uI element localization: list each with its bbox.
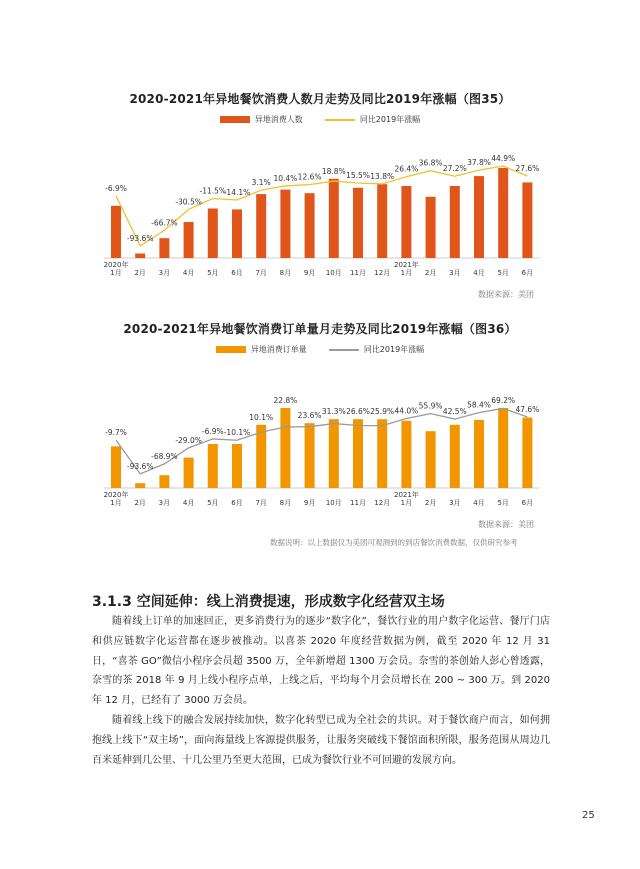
bar-12 (401, 421, 411, 488)
bar-1 (135, 254, 145, 259)
data-label-16: 44.9% (491, 154, 516, 164)
chart2-plot (0, 360, 640, 520)
paragraph-1: 随着线上订单的加速回正，更多消费行为的逐步“数字化”，餐饮行业的用户数字化运营、餐厅门店和供应链数字化运营都在逐步被推动。以喜茶 2020 年度经营数据为例，截至 2020 年 12 月 31 日，“喜茶 GO”微信小程序会员超 3500 万，全年新增超 1300 万会员。奈雪的茶创始人彭心曾透露，奈雪的茶 2018 年 9 月上线小程序点单，上线之后，平均每个月会员增长在 200 ~ 300 万。到 2020 年 12 月，已经有了 3000 万会员。 (92, 616, 550, 707)
year-label-12: 2021年 (393, 261, 419, 269)
year-label-0: 2020年 (103, 261, 129, 269)
bar-3 (184, 222, 194, 258)
year-label-0: 2020年 (103, 491, 129, 499)
x-tick-label-13: 2月 (424, 499, 437, 507)
bar-5 (232, 444, 242, 488)
data-label-4: -6.9% (201, 426, 224, 436)
x-tick-label-8: 9月 (303, 499, 316, 507)
data-label-4: -11.5% (199, 186, 227, 196)
chart2-legend-line (329, 344, 424, 355)
bar-16 (498, 168, 508, 258)
data-label-0: -6.9% (105, 183, 127, 193)
x-tick-label-0: 1月 (110, 499, 122, 507)
bar-2 (159, 475, 169, 488)
paragraph-2: 随着线上线下的融合发展持续加快，数字化转型已成为全社会的共识。对于餐饮商户而言，如何拥抱线上线下“双主场”，面向海量线上客源提供服务，让服务突破线下餐馆面积所限，服务范围从周边几百米延伸到几公里、十几公里乃至更大范围，已成为餐饮行业不可回避的发展方向。 (92, 714, 550, 766)
bar-11 (377, 419, 387, 488)
bar-2 (159, 238, 169, 258)
bar-12 (401, 186, 411, 258)
data-label-13: 55.9% (418, 401, 443, 411)
bar-4 (208, 444, 218, 488)
x-tick-label-6: 7月 (255, 499, 267, 507)
data-label-16: 69.2% (491, 396, 516, 405)
x-tick-label-14: 3月 (449, 269, 461, 277)
x-tick-label-16: 5月 (497, 499, 509, 507)
data-label-0: -9.7% (105, 428, 127, 438)
bar-13 (426, 197, 436, 258)
x-tick-label-7: 8月 (279, 499, 292, 507)
bar-8 (305, 193, 315, 258)
chart2-note: 数据说明：以上数据仅为美团可观测到的到店餐饮消费数据，仅供研究参考 (270, 538, 518, 547)
data-label-11: 25.9% (370, 407, 395, 417)
bar-10 (353, 419, 363, 488)
bar-15 (474, 420, 484, 488)
legend-line-label: 同比2019年涨幅 (363, 345, 425, 354)
x-tick-label-12: 1月 (400, 269, 413, 277)
data-label-6: 3.1% (251, 178, 271, 188)
data-label-8: 23.6% (297, 411, 322, 421)
page-number: 25 (582, 810, 595, 821)
x-tick-label-12: 1月 (400, 499, 413, 507)
data-label-2: -66.7% (151, 218, 178, 228)
data-label-9: 18.8% (321, 166, 346, 176)
x-tick-label-1: 2月 (134, 499, 146, 507)
bar-7 (280, 408, 290, 488)
x-tick-label-1: 2月 (134, 269, 146, 277)
x-tick-label-6: 7月 (255, 269, 267, 277)
x-tick-label-14: 3月 (449, 499, 461, 507)
x-tick-label-15: 4月 (473, 499, 485, 507)
chart1-legend (0, 114, 640, 125)
data-label-7: 10.4% (273, 173, 298, 183)
bar-7 (280, 190, 290, 258)
bar-6 (256, 425, 266, 488)
x-tick-label-9: 10月 (325, 499, 342, 507)
bar-0 (111, 206, 121, 258)
bar-9 (329, 179, 339, 258)
x-tick-label-16: 5月 (497, 269, 509, 277)
x-tick-label-2: 3月 (158, 269, 171, 277)
year-label-12: 2021年 (393, 491, 419, 499)
x-tick-label-5: 6月 (231, 499, 243, 507)
chart1-legend-bar (220, 114, 303, 125)
bar-0 (111, 446, 121, 488)
chart2-title: 2020-2021年异地餐饮消费订单量月走势及同比2019年涨幅（图36） (123, 322, 517, 336)
data-label-14: 42.5% (442, 407, 467, 417)
chart1-legend-line (325, 114, 420, 125)
data-label-13: 36.8% (418, 158, 443, 168)
data-label-8: 12.6% (297, 172, 322, 182)
data-label-11: 13.8% (370, 171, 395, 181)
data-label-2: -68.9% (151, 451, 178, 461)
bar-1 (135, 483, 145, 488)
chart2-legend-bar (216, 344, 307, 355)
legend-bar-swatch (216, 346, 246, 353)
x-tick-label-11: 12月 (374, 499, 391, 507)
data-label-10: 15.5% (346, 170, 370, 180)
bar-13 (426, 431, 436, 488)
chart1-plot (0, 130, 640, 290)
x-tick-label-5: 6月 (231, 269, 243, 277)
x-tick-label-15: 4月 (473, 269, 485, 277)
data-label-17: 27.6% (515, 164, 540, 174)
bar-15 (474, 176, 484, 258)
x-tick-label-4: 5月 (207, 499, 219, 507)
bar-5 (232, 209, 242, 258)
data-label-3: -29.0% (175, 435, 202, 445)
data-label-17: 47.6% (515, 405, 540, 415)
data-label-12: 44.0% (394, 406, 419, 416)
x-tick-label-9: 10月 (325, 269, 342, 277)
x-tick-label-0: 1月 (110, 269, 122, 277)
bar-14 (450, 425, 460, 488)
legend-line-label: 同比2019年涨幅 (359, 115, 421, 124)
section-body (92, 612, 550, 770)
data-label-7: 22.8% (273, 396, 298, 405)
x-tick-label-13: 2月 (424, 269, 437, 277)
bar-17 (522, 182, 532, 258)
data-label-5: -10.1% (223, 428, 251, 438)
chart2-legend (0, 344, 640, 355)
bar-11 (377, 184, 387, 258)
bar-10 (353, 188, 363, 258)
data-label-1: -93.6% (126, 233, 154, 243)
legend-line-swatch (329, 349, 359, 351)
legend-bar-swatch (220, 116, 250, 123)
data-label-10: 26.6% (346, 407, 370, 417)
bar-4 (208, 209, 218, 259)
data-label-5: -14.1% (223, 188, 251, 198)
bar-17 (522, 418, 532, 488)
x-tick-label-17: 6月 (521, 499, 534, 507)
data-label-14: 27.2% (442, 164, 467, 174)
bar-16 (498, 408, 508, 488)
legend-bar-label: 异地消费人数 (254, 115, 303, 124)
data-label-1: -93.6% (126, 461, 154, 471)
x-tick-label-2: 3月 (158, 499, 171, 507)
x-tick-label-10: 11月 (350, 499, 366, 507)
x-tick-label-7: 8月 (279, 269, 292, 277)
bar-6 (256, 194, 266, 258)
bar-9 (329, 419, 339, 488)
data-label-6: 10.1% (249, 412, 274, 422)
x-tick-label-3: 4月 (182, 499, 195, 507)
x-tick-label-8: 9月 (303, 269, 316, 277)
x-tick-label-4: 5月 (207, 269, 219, 277)
legend-bar-label: 异地消费订单量 (250, 345, 307, 354)
data-label-12: 26.4% (394, 164, 419, 174)
x-tick-label-11: 12月 (374, 269, 391, 277)
x-tick-label-3: 4月 (182, 269, 195, 277)
chart1-title: 2020-2021年异地餐饮消费人数月走势及同比2019年涨幅（图35） (129, 92, 511, 106)
data-label-15: 58.4% (467, 400, 491, 410)
chart1-source: 数据来源：美团 (478, 290, 534, 299)
data-label-3: -30.5% (175, 197, 202, 207)
bar-8 (305, 423, 315, 488)
chart2-source: 数据来源：美团 (478, 520, 534, 529)
x-tick-label-10: 11月 (350, 269, 366, 277)
x-tick-label-17: 6月 (521, 269, 534, 277)
data-label-15: 37.8% (467, 158, 491, 168)
data-label-9: 31.3% (321, 407, 346, 417)
bar-3 (184, 458, 194, 488)
bar-14 (450, 186, 460, 258)
legend-line-swatch (325, 119, 355, 121)
section-heading: 3.1.3 空间延伸：线上消费提速，形成数字化经营双主场 (92, 594, 445, 610)
